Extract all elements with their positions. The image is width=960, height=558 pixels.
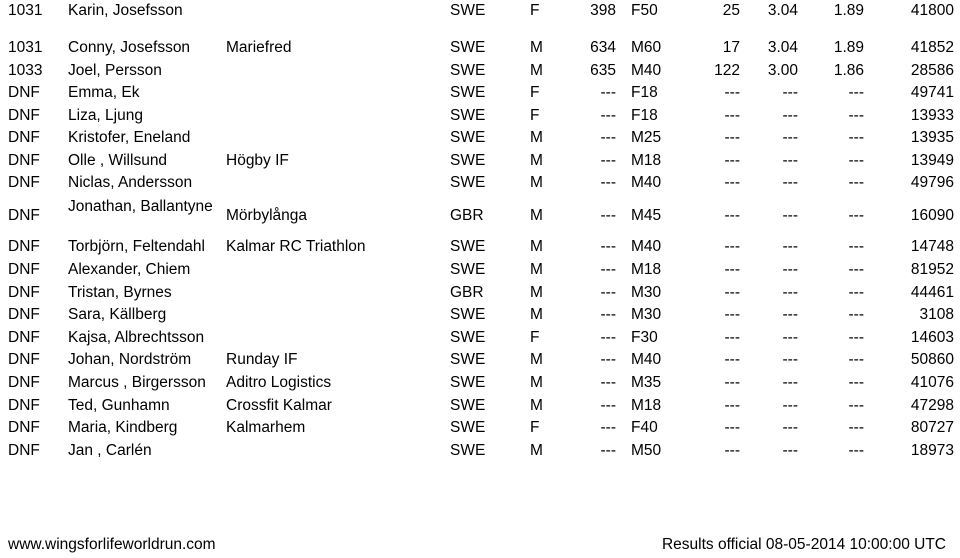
gender-rank-cell: --- <box>600 207 616 224</box>
table-row <box>0 194 960 238</box>
speed-cell: 3.00 <box>767 62 798 79</box>
sex-cell: M <box>530 207 543 224</box>
position-cell: 1031 <box>8 2 43 19</box>
speed-cell: --- <box>782 442 798 459</box>
category-rank-cell: --- <box>724 207 740 224</box>
nationality-cell: GBR <box>450 207 484 224</box>
bib-cell: 41076 <box>910 374 954 391</box>
runner-name-cell: Emma, Ek <box>68 84 140 101</box>
category-cell: M30 <box>631 306 662 323</box>
speed-cell: --- <box>782 207 798 224</box>
runner-name-cell: Torbjörn, Feltendahl <box>68 238 205 255</box>
distance-cell: --- <box>848 351 864 368</box>
runner-name-cell: Johan, Nordström <box>68 351 192 368</box>
category-cell: M30 <box>631 284 662 301</box>
category-cell: M40 <box>631 62 662 79</box>
nationality-cell: SWE <box>450 2 486 19</box>
category-cell: M25 <box>631 129 662 146</box>
position-cell: DNF <box>8 152 40 169</box>
bib-cell: 47298 <box>910 397 954 414</box>
runner-name-cell: Jonathan, Ballantyne <box>68 198 213 215</box>
category-rank-cell: --- <box>724 174 740 191</box>
official-results-stamp: Results official 08-05-2014 10:00:00 UTC <box>661 536 946 553</box>
club-cell <box>226 440 446 462</box>
position-cell: DNF <box>8 442 40 459</box>
table-row <box>0 0 960 22</box>
distance-cell: --- <box>848 261 864 278</box>
nationality-cell: SWE <box>450 442 486 459</box>
nationality-cell: SWE <box>450 152 486 169</box>
gender-rank-cell: --- <box>600 374 616 391</box>
speed-cell: --- <box>782 397 798 414</box>
bib-cell: 14603 <box>910 329 954 346</box>
distance-cell: 1.89 <box>833 39 864 56</box>
sex-cell: F <box>530 2 540 19</box>
category-cell: M60 <box>631 39 662 56</box>
bib-cell: 16090 <box>910 207 954 224</box>
category-rank-cell: --- <box>724 152 740 169</box>
nationality-cell: SWE <box>450 238 486 255</box>
distance-cell: --- <box>848 306 864 323</box>
runner-name-cell: Ted, Gunhamn <box>68 397 170 414</box>
category-rank-cell: --- <box>724 374 740 391</box>
nationality-cell: SWE <box>450 419 486 436</box>
sex-cell: M <box>530 129 543 146</box>
category-cell: M18 <box>631 397 662 414</box>
club-cell: Runday IF <box>226 351 298 368</box>
position-cell: DNF <box>8 84 40 101</box>
category-rank-cell: --- <box>724 442 740 459</box>
gender-rank-cell: --- <box>600 107 616 124</box>
position-cell: DNF <box>8 306 40 323</box>
distance-cell: --- <box>848 207 864 224</box>
position-cell: DNF <box>8 129 40 146</box>
distance-cell: --- <box>848 107 864 124</box>
sex-cell: M <box>530 351 543 368</box>
gender-rank-cell: 635 <box>590 62 616 79</box>
nationality-cell: SWE <box>450 62 486 79</box>
runner-name-cell: Karin, Josefsson <box>68 2 183 19</box>
gender-rank-cell: --- <box>600 419 616 436</box>
speed-cell: 3.04 <box>767 39 798 56</box>
position-cell: DNF <box>8 238 40 255</box>
category-rank-cell: --- <box>724 397 740 414</box>
distance-cell: --- <box>848 238 864 255</box>
gender-rank-cell: --- <box>600 174 616 191</box>
bib-cell: 50860 <box>910 351 954 368</box>
sex-cell: M <box>530 261 543 278</box>
club-cell <box>226 82 446 104</box>
bib-cell: 49741 <box>910 84 954 101</box>
distance-cell: 1.86 <box>833 62 864 79</box>
gender-rank-cell: --- <box>600 284 616 301</box>
bib-cell: 80727 <box>910 419 954 436</box>
club-cell <box>226 282 446 304</box>
nationality-cell: SWE <box>450 129 486 146</box>
distance-cell: --- <box>848 129 864 146</box>
gender-rank-cell: --- <box>600 329 616 346</box>
runner-name-cell: Niclas, Andersson <box>68 174 193 191</box>
nationality-cell: SWE <box>450 397 486 414</box>
category-rank-cell: --- <box>724 84 740 101</box>
gender-rank-cell: --- <box>600 152 616 169</box>
speed-cell: --- <box>782 329 798 346</box>
speed-cell: --- <box>782 129 798 146</box>
position-cell: DNF <box>8 261 40 278</box>
sex-cell: F <box>530 84 540 101</box>
sex-cell: F <box>530 419 540 436</box>
club-cell: Mariefred <box>226 39 292 56</box>
category-rank-cell: --- <box>724 107 740 124</box>
bib-cell: 14748 <box>910 238 954 255</box>
runner-name-cell: Jan , Carlén <box>68 442 152 459</box>
category-rank-cell: --- <box>724 329 740 346</box>
runner-name-cell: Olle , Willsund <box>68 152 168 169</box>
runner-name-cell: Tristan, Byrnes <box>68 284 172 301</box>
category-rank-cell: --- <box>724 419 740 436</box>
position-cell: DNF <box>8 107 40 124</box>
club-cell <box>226 304 446 326</box>
gender-rank-cell: 634 <box>590 39 616 56</box>
table-row <box>0 127 960 149</box>
sex-cell: F <box>530 107 540 124</box>
distance-cell: --- <box>848 442 864 459</box>
bib-cell: 13933 <box>910 107 954 124</box>
gender-rank-cell: --- <box>600 351 616 368</box>
club-cell <box>226 327 446 349</box>
position-cell: DNF <box>8 397 40 414</box>
category-cell: F50 <box>631 2 658 19</box>
category-cell: M50 <box>631 442 662 459</box>
bib-cell: 13949 <box>910 152 954 169</box>
club-cell <box>226 259 446 281</box>
page-footer <box>0 532 960 558</box>
distance-cell: --- <box>848 419 864 436</box>
sex-cell: M <box>530 374 543 391</box>
table-row <box>0 327 960 349</box>
table-row <box>0 440 960 462</box>
sex-cell: M <box>530 39 543 56</box>
club-cell: Högby IF <box>226 152 289 169</box>
runner-name-cell: Kajsa, Albrechtsson <box>68 329 205 346</box>
category-cell: M35 <box>631 374 662 391</box>
distance-cell: --- <box>848 174 864 191</box>
gender-rank-cell: --- <box>600 238 616 255</box>
gender-rank-cell: 398 <box>590 2 616 19</box>
speed-cell: --- <box>782 174 798 191</box>
speed-cell: --- <box>782 374 798 391</box>
table-row <box>0 282 960 304</box>
club-cell <box>226 105 446 127</box>
bib-cell: 28586 <box>910 62 954 79</box>
nationality-cell: SWE <box>450 261 486 278</box>
table-row <box>0 417 960 439</box>
position-cell: DNF <box>8 419 40 436</box>
category-cell: M45 <box>631 207 662 224</box>
club-cell: Kalmar RC Triathlon <box>226 238 366 255</box>
category-cell: M40 <box>631 174 662 191</box>
category-rank-cell: 25 <box>722 2 740 19</box>
sex-cell: M <box>530 442 543 459</box>
distance-cell: --- <box>848 84 864 101</box>
bib-cell: 41852 <box>910 39 954 56</box>
runner-name-cell: Sara, Källberg <box>68 306 167 323</box>
table-row <box>0 304 960 326</box>
distance-cell: --- <box>848 329 864 346</box>
category-rank-cell: --- <box>724 238 740 255</box>
runner-name-cell: Conny, Josefsson <box>68 39 191 56</box>
category-rank-cell: --- <box>724 306 740 323</box>
sex-cell: M <box>530 284 543 301</box>
category-cell: F18 <box>631 107 658 124</box>
sex-cell: M <box>530 152 543 169</box>
distance-cell: --- <box>848 284 864 301</box>
bib-cell: 41800 <box>910 2 954 19</box>
category-cell: M18 <box>631 261 662 278</box>
nationality-cell: SWE <box>450 84 486 101</box>
table-row <box>0 236 960 258</box>
club-cell <box>226 0 446 22</box>
gender-rank-cell: --- <box>600 261 616 278</box>
position-cell: DNF <box>8 207 40 224</box>
table-row <box>0 105 960 127</box>
position-cell: DNF <box>8 329 40 346</box>
table-row <box>0 372 960 394</box>
speed-cell: --- <box>782 261 798 278</box>
nationality-cell: SWE <box>450 107 486 124</box>
category-cell: M40 <box>631 238 662 255</box>
category-cell: F18 <box>631 84 658 101</box>
gender-rank-cell: --- <box>600 442 616 459</box>
gender-rank-cell: --- <box>600 84 616 101</box>
category-rank-cell: --- <box>724 284 740 301</box>
club-cell <box>226 127 446 149</box>
table-row <box>0 172 960 194</box>
distance-cell: --- <box>848 152 864 169</box>
runner-name-cell: Marcus , Birgersson <box>68 374 206 391</box>
category-rank-cell: --- <box>724 261 740 278</box>
nationality-cell: SWE <box>450 374 486 391</box>
speed-cell: --- <box>782 306 798 323</box>
category-rank-cell: --- <box>724 129 740 146</box>
speed-cell: --- <box>782 351 798 368</box>
speed-cell: --- <box>782 284 798 301</box>
sex-cell: F <box>530 329 540 346</box>
nationality-cell: SWE <box>450 329 486 346</box>
gender-rank-cell: --- <box>600 129 616 146</box>
sex-cell: M <box>530 306 543 323</box>
category-cell: M40 <box>631 351 662 368</box>
gender-rank-cell: --- <box>600 397 616 414</box>
club-cell: Mörbylånga <box>226 207 307 224</box>
table-row <box>0 82 960 104</box>
position-cell: DNF <box>8 284 40 301</box>
position-cell: DNF <box>8 374 40 391</box>
website-link[interactable]: www.wingsforlifeworldrun.com <box>8 536 216 553</box>
category-cell: M18 <box>631 152 662 169</box>
distance-cell: --- <box>848 374 864 391</box>
bib-cell: 49796 <box>910 174 954 191</box>
speed-cell: --- <box>782 107 798 124</box>
runner-name-cell: Joel, Persson <box>68 62 162 79</box>
bib-cell: 18973 <box>910 442 954 459</box>
bib-cell: 81952 <box>910 261 954 278</box>
runner-name-cell: Alexander, Chiem <box>68 261 191 278</box>
category-cell: F30 <box>631 329 658 346</box>
speed-cell: --- <box>782 238 798 255</box>
gender-rank-cell: --- <box>600 306 616 323</box>
sex-cell: M <box>530 174 543 191</box>
speed-cell: --- <box>782 152 798 169</box>
club-cell: Crossfit Kalmar <box>226 397 332 414</box>
bib-cell: 13935 <box>910 129 954 146</box>
sex-cell: M <box>530 397 543 414</box>
club-cell <box>226 60 446 82</box>
table-row <box>0 37 960 59</box>
speed-cell: --- <box>782 419 798 436</box>
club-cell: Aditro Logistics <box>226 374 332 391</box>
table-row <box>0 349 960 371</box>
club-cell: Kalmarhem <box>226 419 306 436</box>
table-row <box>0 60 960 82</box>
position-cell: DNF <box>8 174 40 191</box>
nationality-cell: GBR <box>450 284 484 301</box>
runner-name-cell: Liza, Ljung <box>68 107 143 124</box>
distance-cell: 1.89 <box>833 2 864 19</box>
speed-cell: 3.04 <box>767 2 798 19</box>
category-rank-cell: 17 <box>722 39 740 56</box>
position-cell: 1033 <box>8 62 43 79</box>
sex-cell: M <box>530 62 543 79</box>
runner-name-cell: Maria, Kindberg <box>68 419 178 436</box>
speed-cell: --- <box>782 84 798 101</box>
bib-cell: 44461 <box>910 284 954 301</box>
bib-cell: 3108 <box>919 306 954 323</box>
category-rank-cell: --- <box>724 351 740 368</box>
position-cell: 1031 <box>8 39 43 56</box>
nationality-cell: SWE <box>450 306 486 323</box>
category-cell: F40 <box>631 419 658 436</box>
table-row <box>0 259 960 281</box>
table-row <box>0 150 960 172</box>
nationality-cell: SWE <box>450 351 486 368</box>
nationality-cell: SWE <box>450 39 486 56</box>
table-row <box>0 395 960 417</box>
sex-cell: M <box>530 238 543 255</box>
distance-cell: --- <box>848 397 864 414</box>
nationality-cell: SWE <box>450 174 486 191</box>
category-rank-cell: 122 <box>714 62 740 79</box>
club-cell <box>226 172 446 194</box>
runner-name-cell: Kristofer, Eneland <box>68 129 191 146</box>
position-cell: DNF <box>8 351 40 368</box>
